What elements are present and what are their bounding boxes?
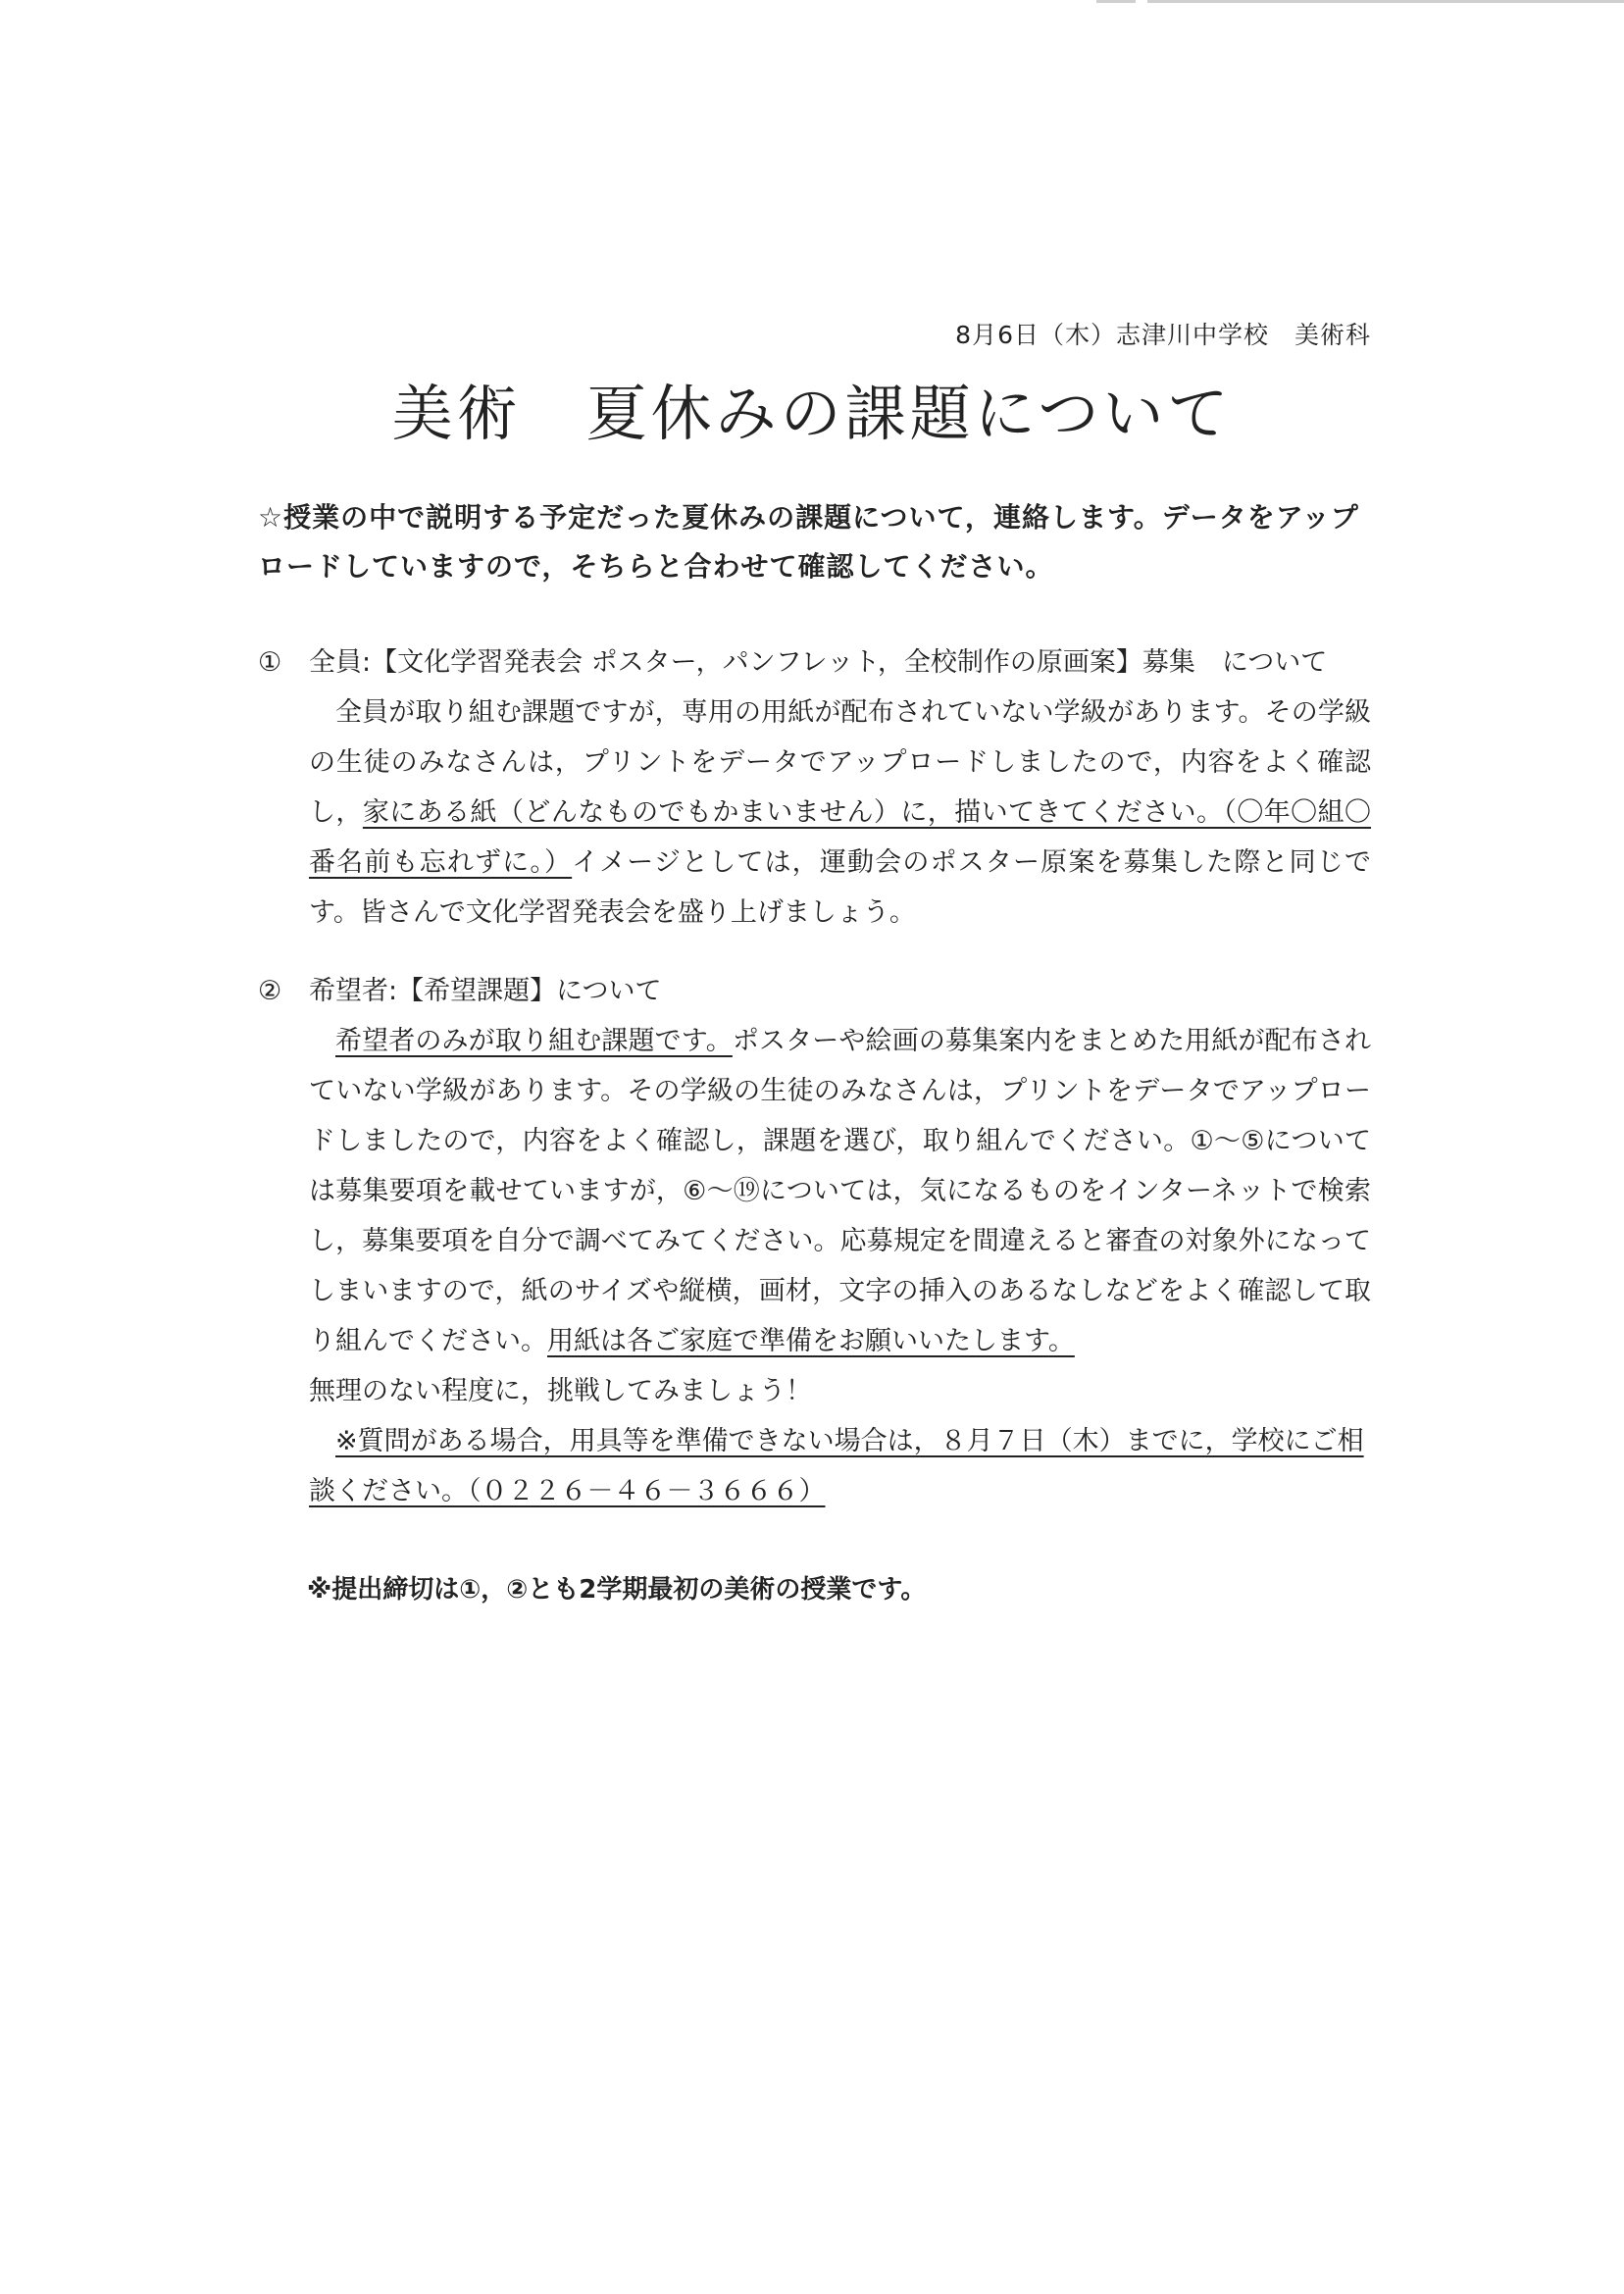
- contact-note: [258, 1416, 1371, 1516]
- section-number: ①: [258, 647, 282, 678]
- section-body: [258, 688, 1371, 938]
- submission-deadline: ※提出締切は①，②とも2学期最初の美術の授業です。: [307, 1575, 927, 1605]
- section-heading: [258, 637, 1371, 688]
- section-number: ②: [258, 976, 282, 1006]
- page-title: 美術 夏休みの課題について: [391, 378, 1233, 449]
- section-title: 全員:【文化学習発表会 ポスター，パンフレット，全校制作の原画案】募集 について: [309, 647, 1328, 678]
- section-title: 希望者:【希望課題】について: [309, 976, 662, 1006]
- section-heading: [258, 966, 1371, 1016]
- underlined-instruction: 用紙は各ご家庭で準備をお願いいたします。: [547, 1326, 1075, 1356]
- date-school-line: 8月6日（木）志津川中学校 美術科: [955, 321, 1371, 349]
- contact-note-text: ※質問がある場合，用具等を準備できない場合は，８月７日（木）までに，学校にご相談ください。（０２２６－４６－３６６６）: [309, 1426, 1364, 1506]
- body-text: イメージとしては，運動会のポスター原案を募集した際と同じです。皆さんで文化学習発表会を盛り上げましょう。: [309, 847, 1372, 928]
- underlined-instruction: 家にある紙（どんなものでもかまいません）に，描いてきてください。（〇年〇組〇番名前も忘れずに。）: [309, 797, 1372, 878]
- underlined-instruction: 希望者のみが取り組む課題です。: [335, 1026, 733, 1056]
- encouragement-line: 無理のない程度に，挑戦してみましょう！: [309, 1376, 812, 1406]
- section-everyone: [258, 637, 1371, 938]
- intro-paragraph: ☆授業の中で説明する予定だった夏休みの課題について，連絡します。データをアップロードしていますので，そちらと合わせて確認してください。: [258, 501, 1359, 583]
- body-text: 全員が取り組む課題ですが，専用の用紙が配布されていない学級があります。その学級の生徒のみなさんは，プリントをデータでアップロードしましたので，内容をよく確認し，: [309, 697, 1371, 828]
- body-text: ポスターや絵画の募集案内をまとめた用紙が配布されていない学級があります。その学級の生徒のみなさんは，プリントをデータでアップロードしましたので，内容をよく確認し，課題を選び，取り組んでください。①～⑤については募集要項を載せていますが，⑥～⑲については，気になるものをインターネットで検索し，募集要項を自分で調べてみてください。応募規定を間違えると審査の対象外になってしまいますので，紙のサイズや縦横，画材，文字の挿入のあるなしなどをよく確認して取り組んでください。: [309, 1026, 1371, 1356]
- section-body: [258, 1016, 1371, 1366]
- section-volunteers: [258, 966, 1371, 1516]
